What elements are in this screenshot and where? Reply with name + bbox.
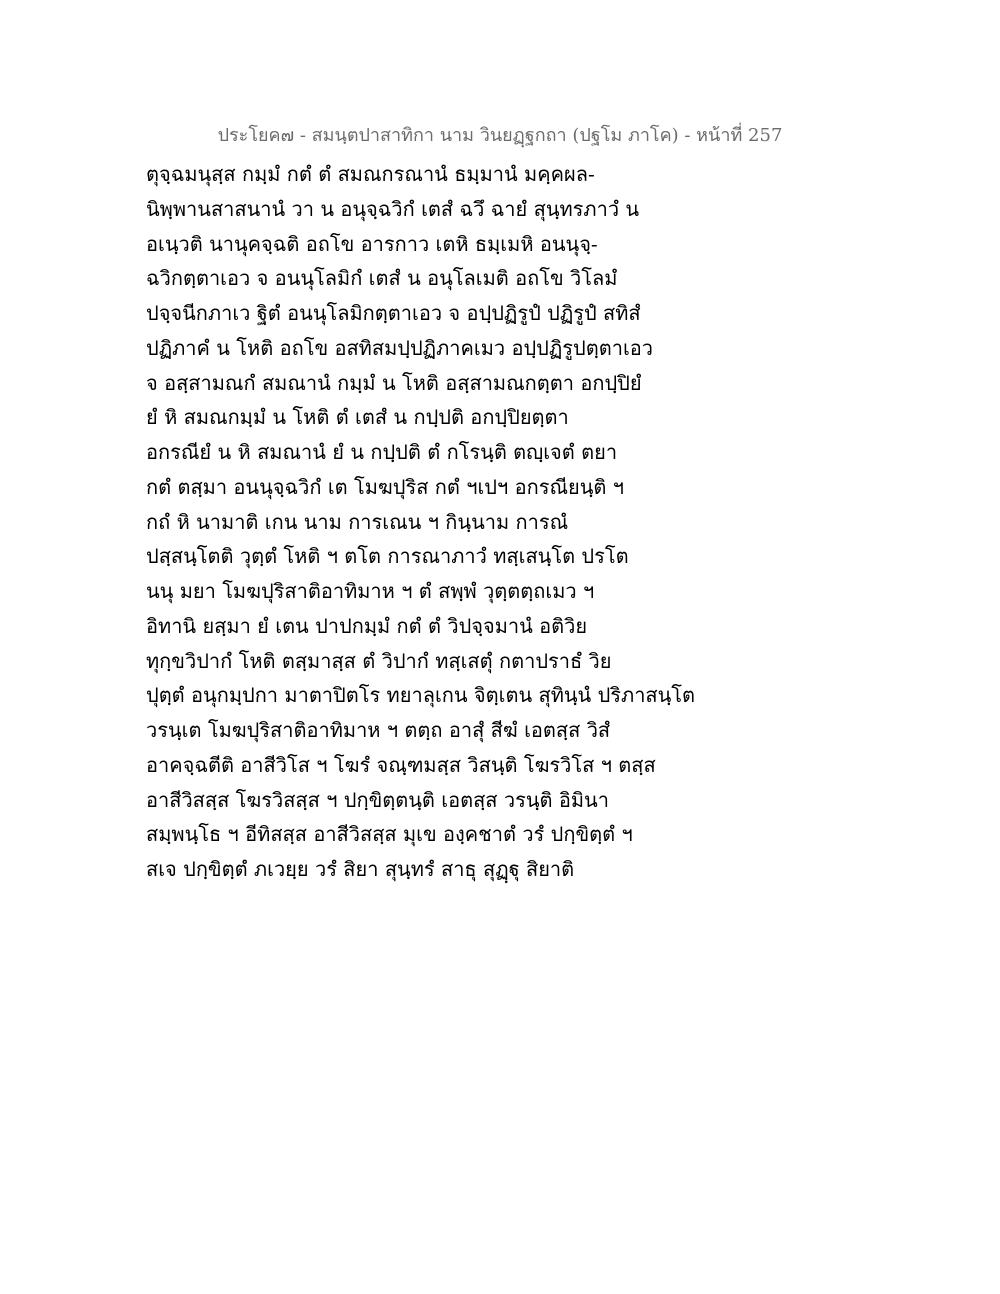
- text-line: อเนฺวติ นานุคจฺฉติ อถโข อารกาว เตหิ ธมฺเมหิ อนนุจฺ-: [146, 231, 598, 256]
- text-line: ปฏิภาคํ น โหติ อถโข อสทิสมปฺปฏิภาคเมว อปฺปฏิรูปตฺตาเอว: [146, 335, 654, 360]
- text-line: กตํ ตสฺมา อนนุจฺฉวิกํ เต โมฆปุริส กตํ ฯเปฯ อกรณียนฺติ ฯ: [146, 474, 624, 499]
- text-line: ปสฺสนฺโตติ วุตฺตํ โหติ ฯ ตโต การณาภาวํ ทสฺเสนฺโต ปรโต: [146, 544, 629, 569]
- text-line: อาคจฺฉตีติ อาสีวิโส ฯ โฆรํ จณฺฑมสฺส วิสนฺติ โฆรวิโส ฯ ตสฺส: [146, 752, 656, 777]
- text-line: ปจฺจนีกภาเว ฐิตํ อนนุโลมิกตฺตาเอว จ อปฺปฏิรูปํ ปฏิรูปํ สทิสํ: [146, 301, 641, 325]
- text-line: ทุกฺขวิปากํ โหติ ตสฺมาสฺส ตํ วิปากํ ทสฺเสตุํ กตาปราธํ วิย: [146, 648, 612, 673]
- text-line: อกรณียํ น หิ สมณานํ ยํ น กปฺปติ ตํ กโรนฺติ ตญฺเจตํ ตยา: [146, 440, 618, 464]
- text-line: วรนฺเต โมฆปุริสาติอาทิมาห ฯ ตตฺถ อาสุํ สีฆํ เอตสฺส วิสํ: [146, 718, 611, 742]
- text-line: จ อสฺสามณกํ สมณานํ กมฺมํ น โหติ อสฺสามณกตฺตา อกปฺปิยํ: [146, 370, 642, 395]
- text-line: อิทานิ ยสฺมา ยํ เตน ปาปกมฺมํ กตํ ตํ วิปจฺจมานํ อติวิย: [146, 613, 588, 638]
- running-header: ประโยค๗ - สมนฺตปาสาทิกา นาม วินยฏฺฐกถา (ปฐโม ภาโค) - หน้าที่ 257: [217, 125, 783, 146]
- text-line: ตุจฺฉมนุสฺส กมฺมํ กตํ ตํ สมณกรณานํ ธมฺมานํ มคฺคผล-: [146, 162, 595, 186]
- text-line: กถํ หิ นามาติ เกน นาม การเณน ฯ กินฺนาม การณํ: [146, 509, 569, 534]
- text-line: สมฺพนฺโธ ฯ อีทิสสฺส อาสีวิสสฺส มุเข องฺคชาตํ วรํ ปกฺขิตฺตํ ฯ: [146, 822, 633, 847]
- text-line: ปุตฺตํ อนุกมฺปกา มาตาปิตโร ทยาลุเกน จิตฺเตน สุทินฺนํ ปริภาสนฺโต: [146, 683, 696, 708]
- text-line: นนุ มยา โมฆปุริสาติอาทิมาห ฯ ตํ สพฺพํ วุตฺตตฺถเมว ฯ: [146, 579, 595, 603]
- text-line: อาสีวิสสฺส โฆรวิสสฺส ฯ ปกฺขิตฺตนฺติ เอตสฺส วรนฺติ อิมินา: [146, 787, 609, 812]
- text-line: นิพฺพานสาสนานํ วา น อนุจฺฉวิกํ เตสํ ฉวึ ฉายํ สุนฺทรภาวํ น: [146, 196, 640, 221]
- text-line: ฉวิกตฺตาเอว จ อนนุโลมิกํ เตสํ น อนุโลเมติ อถโข วิโลมํ: [146, 266, 618, 291]
- body-text: [146, 157, 866, 887]
- text-line: ยํ หิ สมณกมฺมํ น โหติ ตํ เตสํ น กปฺปติ อกปฺปิยตฺตา: [146, 405, 569, 430]
- text-line: สเจ ปกฺขิตฺตํ ภเวยฺย วรํ สิยา สุนฺทรํ สาธุ สุฏฺฐุ สิยาติ: [146, 857, 575, 881]
